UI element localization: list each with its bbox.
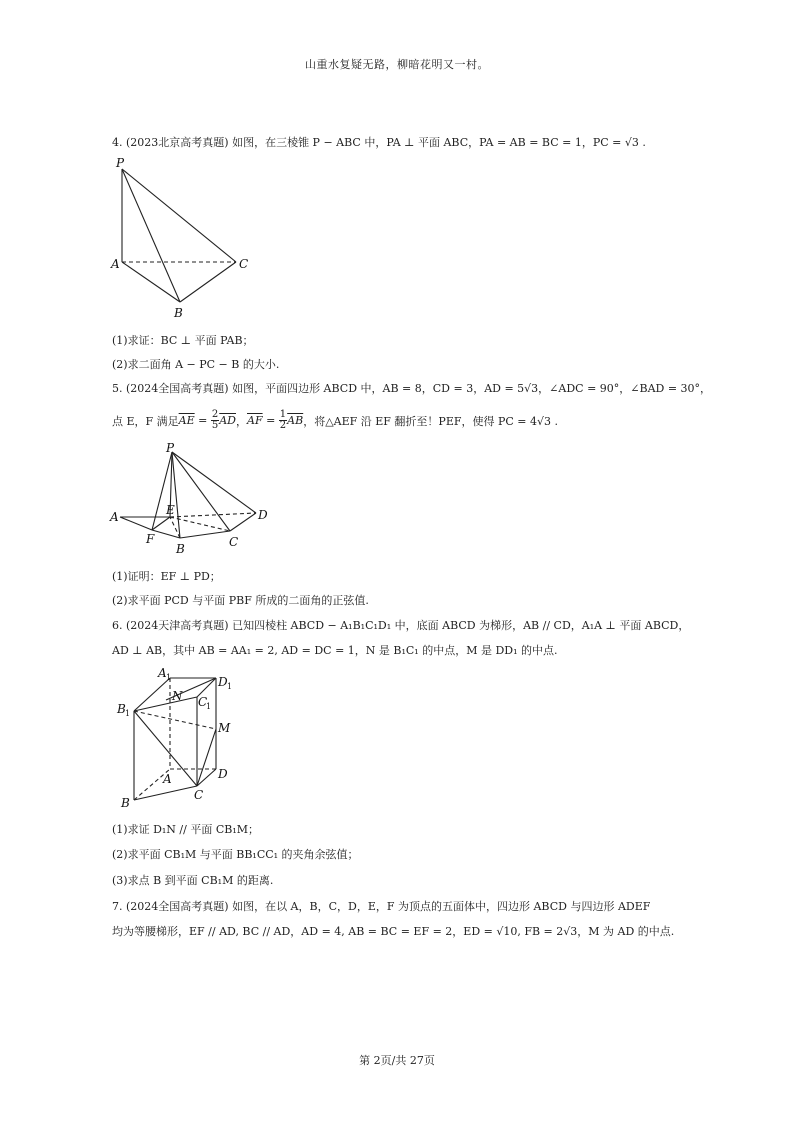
vector-ab: $\overline{AB}$ (287, 414, 304, 427)
label-a: A (163, 772, 172, 786)
vector-af: $\overline{AF}$ (247, 414, 263, 427)
edge-pc (122, 169, 236, 262)
label-c: C (239, 257, 249, 271)
label-a: A (110, 510, 119, 524)
q6-part3: (3)求点 B 到平面 CB₁M 的距离. (112, 874, 274, 887)
edge-b1a1 (134, 678, 170, 711)
fraction-1-2: $\frac{1}{2}$ (279, 409, 287, 431)
edge-bc (180, 262, 236, 302)
q5-part1: (1)证明：EF ⊥ PD； (112, 570, 221, 583)
label-b: B (121, 796, 130, 810)
label-m: M (218, 721, 231, 735)
vector-ae: $\overline{AE}$ (178, 414, 195, 427)
page-header: 山重水复疑无路，柳暗花明又一村。 (305, 58, 489, 71)
q7-line2: 均为等腰梯形，EF // AD, BC // AD，AD = 4, AB = BC = EF = 2，ED = √10, FB = 2√3，M 为 AD 的中点. (112, 925, 675, 938)
q7-line1: 7. (2024全国高考真题) 如图，在以 A，B，C，D，E，F 为顶点的五面体中，四边形 ABCD 与四边形 ADEF (112, 900, 651, 913)
q6-line1: 6. (2024天津高考真题) 已知四棱柱 ABCD − A₁B₁C₁D₁ 中，底面 ABCD 为梯形，AB // CD，A₁A ⊥ 平面 ABCD， (112, 619, 690, 632)
label-b1: B (117, 702, 126, 716)
q6-line2: AD ⊥ AB，其中 AB = AA₁ = 2, AD = DC = 1，N 是 B₁C₁ 的中点，M 是 DD₁ 的中点. (112, 644, 558, 657)
edge-cd (230, 513, 256, 531)
q5-line2: 点 E，F 满足 $\overline{AE}$ = $\frac{2}{5}$ $\overline{AD}$ ， $\overline{AF}$ = $\frac{1}{2}$ $\overline{AB}$ ，将△AEF 沿 EF 翻折至！PEF，使得 PC = 4√3 . (112, 409, 559, 431)
q6-figure (108, 662, 248, 812)
label-b: B (176, 542, 185, 556)
edge-b1c1 (134, 697, 197, 711)
q6-part2: (2)求平面 CB₁M 与平面 BB₁CC₁ 的夹角余弦值； (112, 848, 359, 861)
label-d: D (218, 767, 228, 781)
q4-intro: 4. (2023北京高考真题) 如图，在三棱锥 P − ABC 中，PA ⊥ 平面 ABC，PA = AB = BC = 1，PC = √3 . (112, 136, 646, 149)
fraction-2-5: $\frac{2}{5}$ (211, 409, 219, 431)
label-e: E (166, 503, 175, 517)
label-n: N (172, 689, 183, 703)
label-c1: C (198, 695, 208, 709)
vector-ad: $\overline{AD}$ (219, 414, 236, 427)
q5-line2-a: 点 E，F 满足 (112, 414, 179, 428)
label-p: P (166, 441, 175, 455)
q5-figure (108, 440, 278, 562)
svg-text:1: 1 (227, 682, 233, 691)
q4-part1: (1)求证：BC ⊥ 平面 PAB； (112, 334, 254, 347)
label-c: C (229, 535, 239, 549)
svg-text:1: 1 (166, 673, 172, 682)
edge-bc (134, 786, 197, 800)
svg-text:1: 1 (206, 702, 212, 711)
edge-pb (172, 452, 180, 538)
svg-text:1: 1 (125, 709, 131, 718)
label-d: D (258, 508, 268, 522)
q4-part2: (2)求二面角 A − PC − B 的大小. (112, 358, 280, 371)
edge-pd (172, 452, 256, 513)
label-d1: D (218, 675, 228, 689)
page-footer: 第 2页/共 27页 (359, 1054, 435, 1067)
label-a1: A (158, 666, 167, 680)
q5-line1: 5. (2024全国高考真题) 如图，平面四边形 ABCD 中，AB = 8，CD = 3，AD = 5√3，∠ADC = 90°，∠BAD = 30°， (112, 382, 712, 395)
label-a: A (111, 257, 120, 271)
edge-af (120, 517, 152, 530)
q4-figure (108, 152, 258, 322)
edge-bc (180, 531, 230, 538)
edge-fb (152, 530, 180, 538)
label-b: B (174, 306, 183, 320)
q5-part2: (2)求平面 PCD 与平面 PBF 所成的二面角的正弦值. (112, 594, 369, 607)
edge-ed-hidden (170, 513, 256, 517)
label-c: C (194, 788, 204, 802)
label-f: F (146, 532, 155, 546)
label-p: P (116, 156, 125, 170)
q6-part1: (1)求证 D₁N // 平面 CB₁M； (112, 823, 260, 836)
